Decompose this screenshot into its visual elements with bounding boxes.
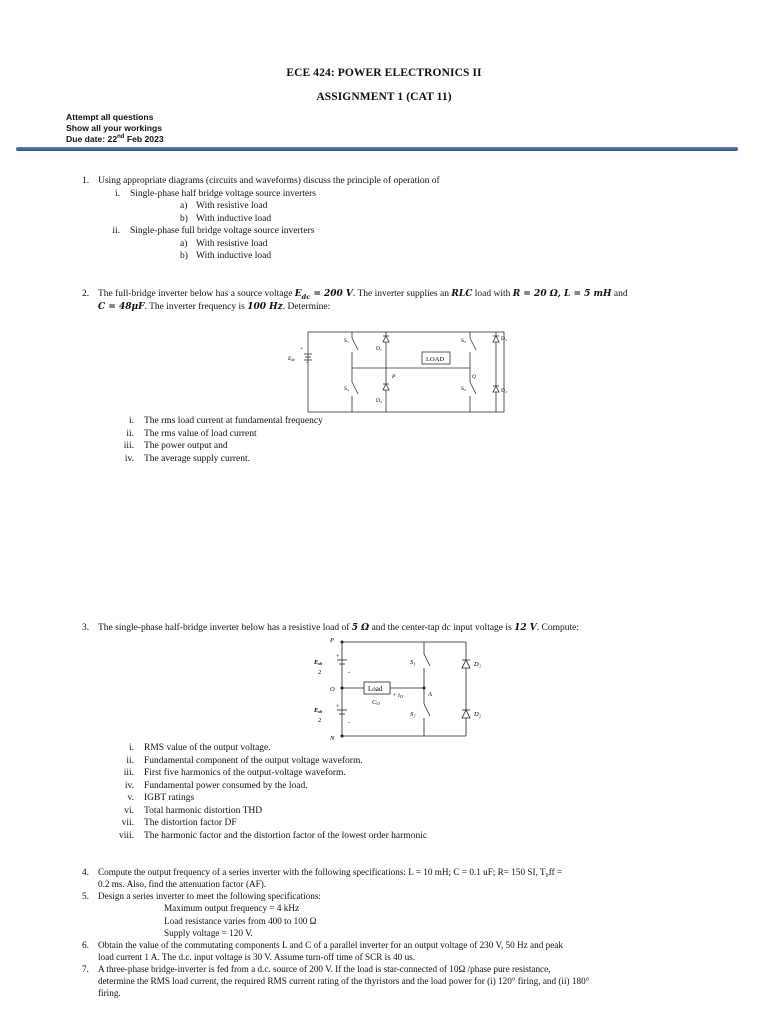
sub-item-text: With inductive load <box>196 213 272 224</box>
sub-item-text: With resistive load <box>196 201 268 212</box>
assignment-title: ASSIGNMENT 1 (CAT 11) <box>316 91 452 103</box>
question-text: firing. <box>98 988 121 999</box>
co-label: CO <box>372 699 380 706</box>
spec-line: Supply voltage = 120 V. <box>164 927 253 938</box>
question-text: The single-phase half-bridge inverter below has a resistive load of <box>98 623 352 633</box>
item-number: iii. <box>123 768 134 779</box>
plus-label: + <box>300 346 304 352</box>
math: 5 Ω <box>351 623 370 633</box>
question-text: and <box>611 289 628 299</box>
d1-label: D₁ <box>376 346 382 352</box>
item-number: v. <box>127 793 134 804</box>
math: 100 Hz <box>247 302 283 313</box>
question-text: Design a series inverter to meet the following specifications: <box>98 891 321 902</box>
math: RLC <box>451 289 473 299</box>
question-number: 4. <box>82 867 89 877</box>
question-3 <box>82 622 579 635</box>
item-number: iv. <box>124 453 134 464</box>
minus-top: - <box>348 670 350 676</box>
question-3-items <box>108 742 427 842</box>
edc-top-divisor: 2 <box>318 669 322 676</box>
node-p-label: P <box>392 374 396 380</box>
question-text: A three-phase bridge-inverter is fed from a d.c. source of 200 V. If the load is star-connected of 10Ω /phase pure resistance, <box>98 964 551 975</box>
question-text: 0.2 ms. Also, find the attenuation factor (AF). <box>98 879 267 890</box>
instructions-block <box>66 112 164 145</box>
question-text: . The inverter supplies an <box>352 289 452 299</box>
load-label: Load <box>368 685 383 693</box>
question-4 <box>82 866 712 890</box>
item-text: The distortion factor DF <box>144 818 237 829</box>
spec-line: Maximum output frequency = 4 kHz <box>164 903 300 914</box>
sub-item-number: b) <box>180 251 188 262</box>
item-number: ii. <box>112 226 120 237</box>
item-number: i. <box>114 188 120 199</box>
plus-top: + <box>336 654 340 660</box>
question-text: load with <box>472 289 513 299</box>
due-date: Due date: 22nd Feb 2023 <box>66 133 164 144</box>
minus-label: - <box>306 360 308 366</box>
edc-bottom-divisor: 2 <box>318 717 322 724</box>
item-text: First five harmonics of the output-voltage waveform. <box>144 768 346 779</box>
load-label: LOAD <box>426 356 445 363</box>
question-text: . The inverter frequency is <box>144 302 248 313</box>
sub-item-number: a) <box>180 201 188 212</box>
item-number: i. <box>128 416 134 426</box>
item-number: vi. <box>124 805 134 816</box>
node-q-label: Q <box>472 374 476 380</box>
sub-item-number: b) <box>180 213 188 224</box>
s1-label: S₁ <box>410 659 416 666</box>
edc-top-label: Edc <box>314 659 323 666</box>
question-text: determine the RMS load current, the required RMS current rating of the thyristors and the load power for (i) 120° firing, and (ii) 180° <box>98 976 590 987</box>
half-bridge-inverter-diagram <box>306 634 492 742</box>
sub-item-text: With inductive load <box>196 251 272 262</box>
item-text: Single-phase half bridge voltage source inverters <box>130 188 316 199</box>
d3-label: D₃ <box>501 336 507 342</box>
item-text: Fundamental power consumed by the load. <box>144 780 308 791</box>
item-text: Total harmonic distortion THD <box>144 805 263 816</box>
edc-label: Edc <box>288 356 296 362</box>
d1-label: D₁ <box>474 661 481 668</box>
question-text: load current 1 A. The d.c. input voltage is 30 V. Assume turn-off time of SCR is 40 us. <box>98 951 416 962</box>
header-divider <box>16 147 738 151</box>
question-1 <box>82 175 440 263</box>
item-number: i. <box>128 743 134 753</box>
question-number: 7. <box>82 964 89 975</box>
item-number: ii. <box>126 428 134 439</box>
question-number: 2. <box>82 289 90 299</box>
math: $E_{dc} = 200$ V <box>294 289 353 301</box>
item-text: The rms value of load current <box>144 428 257 439</box>
question-text: The full-bridge inverter below has a source voltage <box>98 289 295 299</box>
d4-label: D₄ <box>376 398 382 404</box>
item-text: IGBT ratings <box>144 793 195 804</box>
item-number: viii. <box>118 830 134 841</box>
sub-item-number: a) <box>180 238 188 249</box>
item-text: The rms load current at fundamental frequency <box>144 416 323 426</box>
item-text: The harmonic factor and the distortion factor of the lowest order harmonic <box>144 830 428 841</box>
node-p-label: P <box>330 637 334 644</box>
item-text: The average supply current. <box>144 453 251 464</box>
minus-bottom: - <box>348 720 350 726</box>
d2-label: D₂ <box>501 388 507 394</box>
question-text: Obtain the value of the commutating components L and C of a parallel inverter for an output voltage of 230 V, 50 Hz and peak <box>98 939 563 950</box>
question-2-items <box>108 415 323 465</box>
question-2 <box>82 288 707 314</box>
math: C = 48μF <box>98 302 145 313</box>
node-o-label: O <box>330 686 335 693</box>
math: 12 V <box>514 623 537 633</box>
question-number: 1. <box>82 176 90 186</box>
item-text: The power output and <box>144 441 228 452</box>
instruction-line: Attempt all questions <box>66 112 154 122</box>
edc-bottom-label: Edc <box>314 707 323 714</box>
question-text: . Determine: <box>282 302 331 313</box>
node-a-label: A <box>428 691 432 698</box>
question-text: Compute the output frequency of a series inverter with the following specifications: L = 10 mH; C = 0.1 uF; R= 150 SI, T₀ff = <box>98 867 563 877</box>
item-number: iv. <box>124 780 134 791</box>
question-7 <box>82 963 712 999</box>
item-number: iii. <box>123 441 134 452</box>
item-number: vii. <box>121 818 134 829</box>
io-label: + iO <box>392 692 404 699</box>
question-text: and the center-tap dc input voltage is <box>369 623 515 633</box>
s2-label: S₂ <box>410 711 416 718</box>
s4-label: S₄ <box>344 386 349 392</box>
node-n-label: N <box>330 735 335 742</box>
math: R = 20 Ω, L = 5 mH <box>512 289 612 299</box>
question-number: 3. <box>82 623 90 633</box>
questions-4-7 <box>82 866 712 1000</box>
question-text: Using appropriate diagrams (circuits and waveforms) discuss the principle of operation of <box>98 176 440 186</box>
question-6 <box>82 939 712 963</box>
s2-label: S₂ <box>461 386 466 392</box>
full-bridge-inverter-diagram <box>284 326 512 416</box>
spec-line: Load resistance varies from 400 to 100 Ω <box>164 915 317 926</box>
question-text: . Compute: <box>536 623 579 633</box>
sub-item-text: With resistive load <box>196 238 268 249</box>
question-5 <box>82 890 712 939</box>
s3-label: S₃ <box>461 338 466 344</box>
item-text: Fundamental component of the output voltage waveform. <box>144 755 363 766</box>
item-text: RMS value of the output voltage. <box>144 743 271 753</box>
instruction-line: Show all your workings <box>66 122 162 133</box>
question-number: 6. <box>82 939 89 950</box>
item-number: ii. <box>126 755 134 766</box>
question-number: 5. <box>82 891 89 902</box>
course-title: ECE 424: POWER ELECTRONICS II <box>286 67 482 79</box>
d2-label: D₂ <box>474 711 481 718</box>
s1-label: S₁ <box>344 338 349 344</box>
item-text: Single-phase full bridge voltage source inverters <box>130 226 315 237</box>
plus-bottom: + <box>336 704 340 710</box>
